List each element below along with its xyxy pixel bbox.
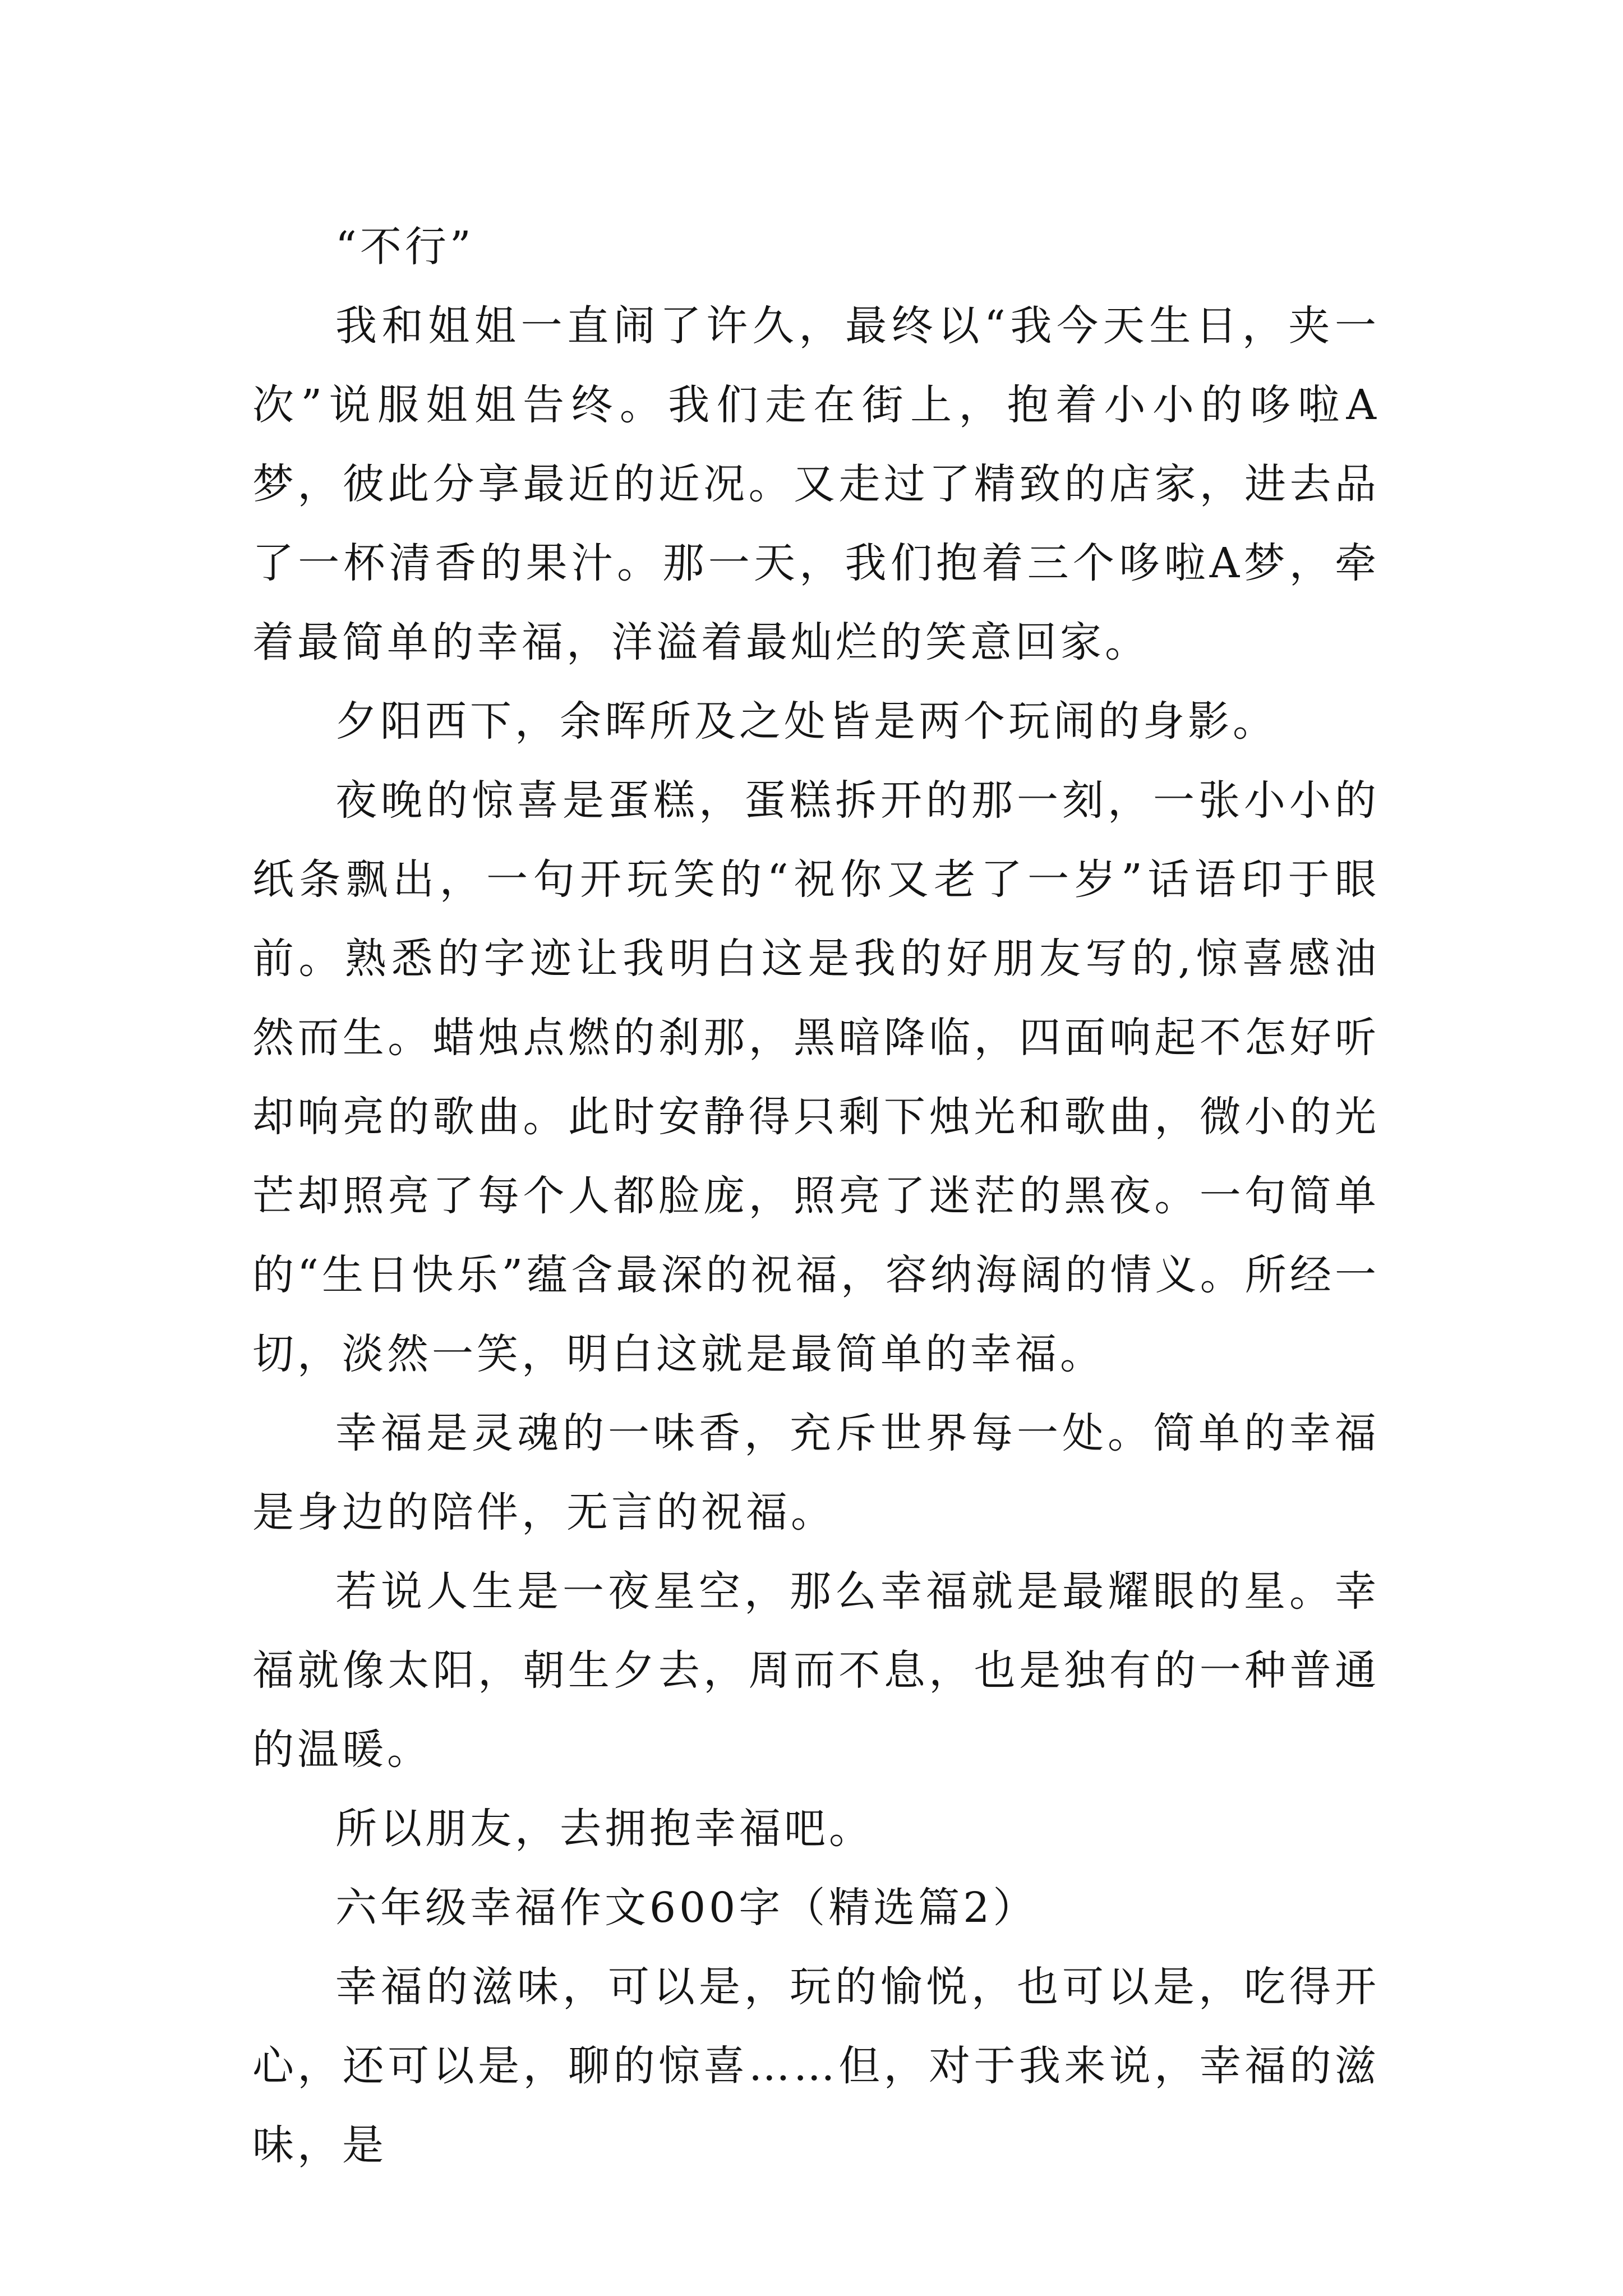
paragraph: “不行”	[335, 223, 474, 271]
paragraph: 夕阳西下，余晖所及之处皆是两个玩闹的身影。	[335, 697, 1278, 746]
paragraph: 幸福的滋味，可以是，玩的愉悦，也可以是，吃得开心，还可以是，聊的惊喜……但，对于我来说，幸福的滋味，是	[252, 1963, 1380, 2169]
paragraph: 所以朋友，去拥抱幸福吧。	[335, 1805, 874, 1853]
paragraph: 我和姐姐一直闹了许久，最终以“我今天生日，夹一次”说服姐姐告终。我们走在街上，抱着小小的哆啦A梦，彼此分享最近的近况。又走过了精致的店家，进去品了一杯清香的果汁。那一天，我们抱着三个哆啦A梦，牵着最简单的幸福，洋溢着最灿烂的笑意回家。	[252, 302, 1380, 666]
essay-body	[252, 208, 1380, 2185]
paragraph: 幸福是灵魂的一味香，充斥世界每一处。简单的幸福是身边的陪伴，无言的祝福。	[252, 1409, 1380, 1536]
paragraph: 夜晚的惊喜是蛋糕，蛋糕拆开的那一刻，一张小小的纸条飘出，一句开玩笑的“祝你又老了一岁”话语印于眼前。熟悉的字迹让我明白这是我的好朋友写的,惊喜感油然而生。蜡烛点燃的刹那，黑暗降临，四面响起不怎好听却响亮的歌曲。此时安静得只剩下烛光和歌曲，微小的光芒却照亮了每个人都脸庞，照亮了迷茫的黑夜。一句简单的“生日快乐”蕴含最深的祝福，容纳海阔的情义。所经一切，淡然一笑，明白这就是最简单的幸福。	[252, 776, 1380, 1378]
section-heading: 六年级幸福作文600字（精选篇2）	[335, 1884, 1038, 1932]
paragraph: 若说人生是一夜星空，那么幸福就是最耀眼的星。幸福就像太阳，朝生夕去，周而不息，也是独有的一种普通的温暖。	[252, 1567, 1380, 1774]
